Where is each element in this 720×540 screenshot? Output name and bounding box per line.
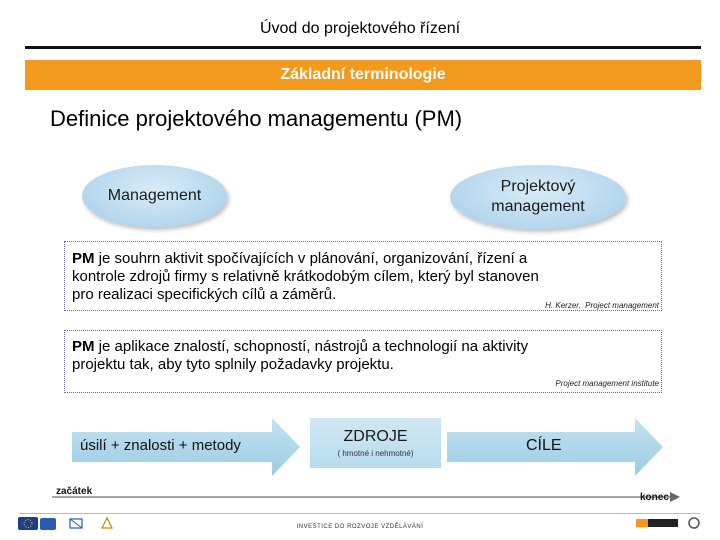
project-management-ellipse <box>450 165 626 229</box>
resources-subtitle: ( hmotné i nehmotné) <box>337 449 414 458</box>
project-management-label-line2: management <box>491 198 585 215</box>
definition-pmi-term: PM <box>72 338 95 355</box>
partner-logo-icon <box>636 516 702 530</box>
definition-box-pmi <box>64 330 662 393</box>
definition-kerzer-line3: pro realizaci specifických cílů a záměrů. <box>72 286 337 303</box>
project-management-label-line1: Projektový <box>500 178 576 195</box>
effort-label: úsilí + znalosti + metody <box>80 437 241 454</box>
slide-heading: Definice projektového managementu (PM) <box>50 106 463 131</box>
definition-kerzer-line2: kontrole zdrojů firmy s relativně krátkodobým cílem, který byl stanoven <box>72 268 539 285</box>
header-divider <box>25 46 701 49</box>
definition-pmi-line1: PM je aplikace znalostí, schopností, nástrojů a technologií na aktivity <box>72 338 529 355</box>
citation-pmi: Project management institute <box>555 379 659 388</box>
eu-flag-icon <box>18 517 38 530</box>
definition-box-kerzer <box>64 241 662 311</box>
definition-kerzer-line1: PM je souhrn aktivit spočívajících v plánování, organizování, řízení a <box>72 250 528 267</box>
goals-label: CÍLE <box>526 437 562 454</box>
management-label: Management <box>107 187 202 204</box>
resources-title: ZDROJE <box>343 428 408 445</box>
time-axis <box>52 490 682 504</box>
definition-kerzer-term: PM <box>72 250 95 267</box>
footer-divider <box>20 513 700 514</box>
axis-end-label: konec <box>640 492 669 503</box>
axis-start-label: začátek <box>56 486 93 497</box>
opvk-logo-icon <box>100 516 114 530</box>
presentation-title: Úvod do projektového řízení <box>259 20 461 37</box>
management-ellipse <box>82 165 227 227</box>
ministry-logo-icon <box>68 516 84 530</box>
citation-kerzer: H. Kerzer, Project management <box>545 301 659 310</box>
resources-box <box>310 418 441 468</box>
definition-pmi-line2: projektu tak, aby tyto splnily požadavky projektu. <box>72 356 394 373</box>
section-title: Základní terminologie <box>280 66 446 83</box>
esf-logo-icon <box>40 518 56 530</box>
footer-slogan: INVESTICE DO ROZVOJE VZDĚLÁVÁNÍ <box>296 524 424 530</box>
section-bar <box>25 60 701 90</box>
